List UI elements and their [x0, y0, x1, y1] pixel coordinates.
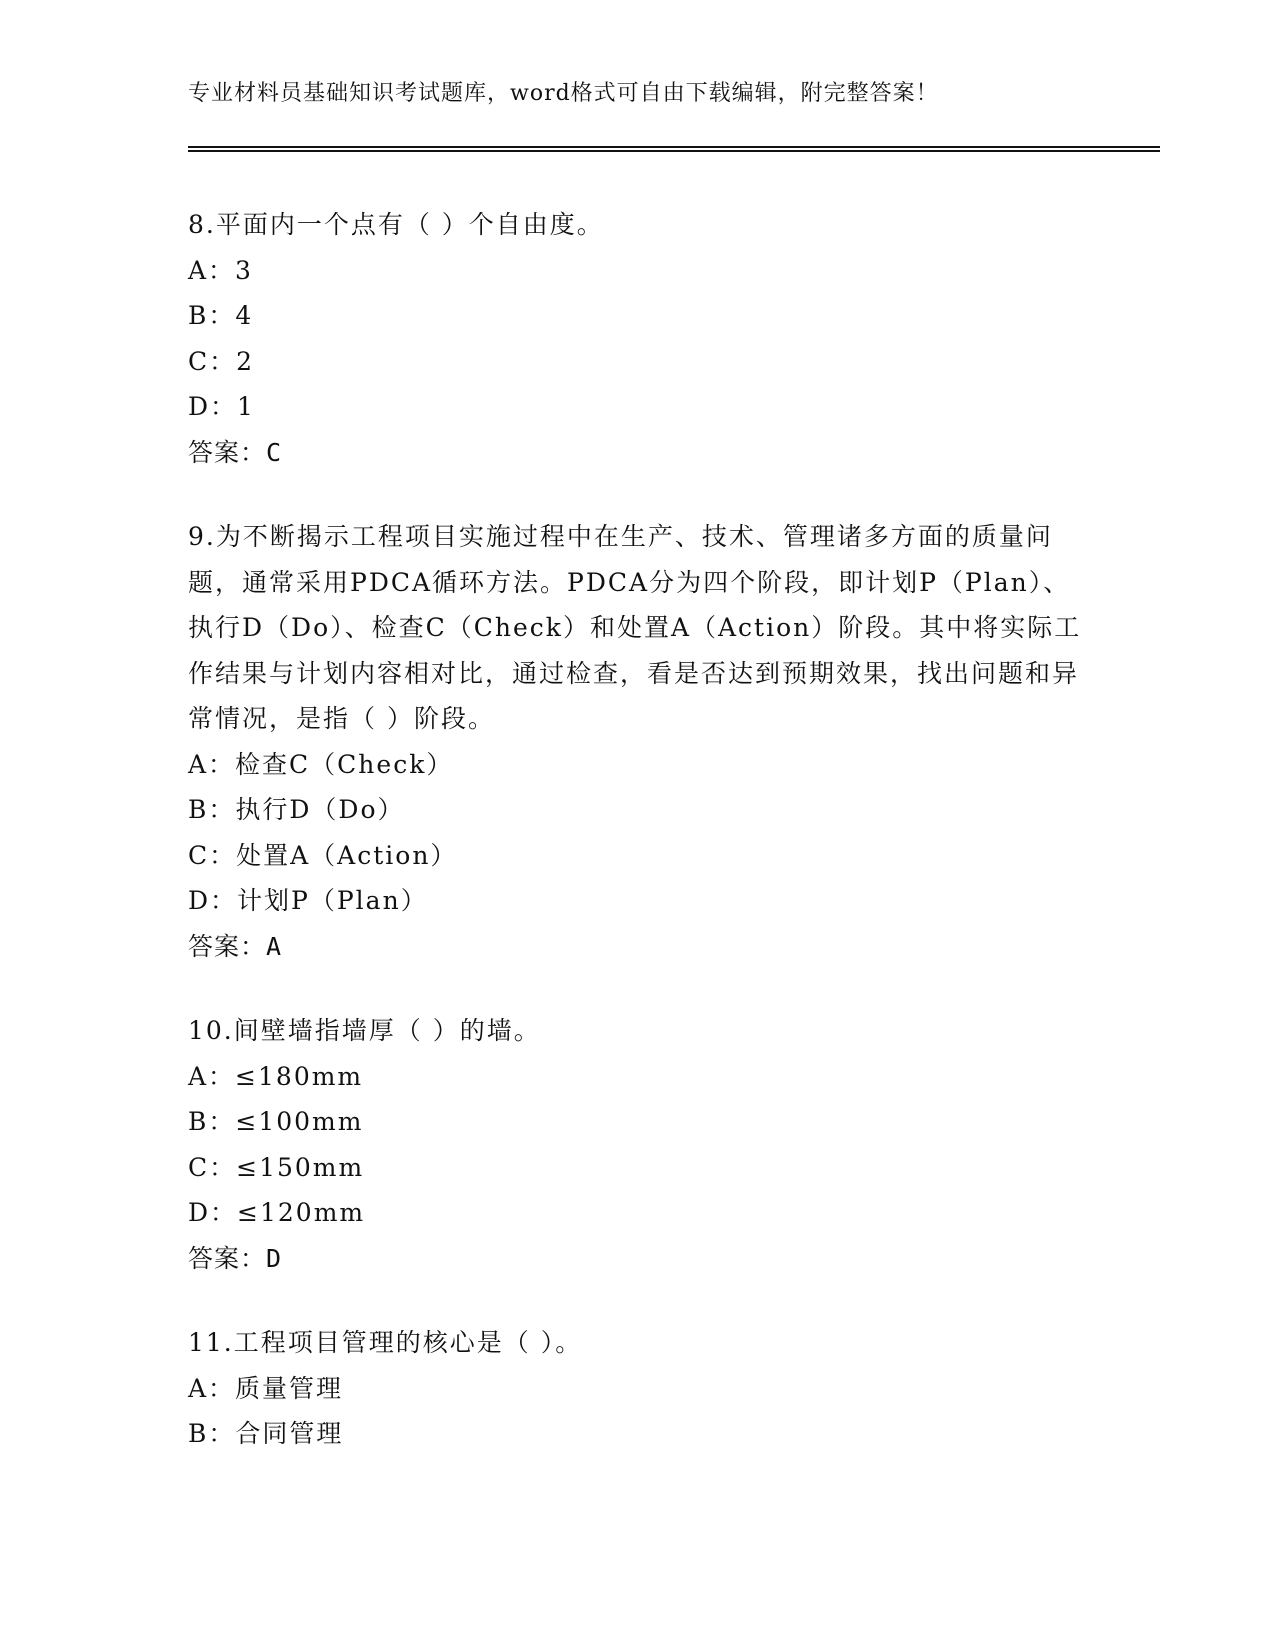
- question-stem: 11.工程项目管理的核心是（ ）。: [188, 1328, 583, 1357]
- question-list: [188, 202, 1088, 1496]
- option-d: D：1: [188, 392, 255, 421]
- option-a: A：检查C（Check）: [188, 749, 454, 779]
- answer-line: 答案：C: [188, 437, 283, 467]
- question-9: [188, 514, 1088, 969]
- question-10: [188, 1008, 1088, 1281]
- answer-line: 答案：D: [188, 1243, 283, 1273]
- option-c: C：2: [188, 346, 255, 376]
- question-11: [188, 1320, 1088, 1457]
- option-b: B：≤100mm: [188, 1107, 364, 1136]
- option-b: B：合同管理: [188, 1419, 344, 1448]
- option-c: C：≤150mm: [188, 1152, 365, 1182]
- page-header: 专业材料员基础知识考试题库，word格式可自由下载编辑，附完整答案！: [188, 81, 939, 106]
- option-a: A：质量管理: [188, 1373, 344, 1403]
- option-d: D：≤120mm: [188, 1198, 366, 1227]
- question-8: [188, 202, 1088, 475]
- header-divider: [188, 146, 1160, 152]
- option-a: A：≤180mm: [188, 1061, 364, 1091]
- option-b: B：4: [188, 301, 254, 330]
- option-d: D：计划P（Plan）: [188, 886, 428, 915]
- question-stem: 10.间壁墙指墙厚（ ）的墙。: [188, 1016, 541, 1045]
- option-c: C：处置A（Action）: [188, 840, 458, 870]
- question-stem: 8.平面内一个点有（ ）个自由度。: [188, 210, 604, 239]
- answer-line: 答案：A: [188, 931, 283, 961]
- option-a: A：3: [188, 255, 253, 285]
- option-b: B：执行D（Do）: [188, 795, 405, 824]
- question-stem: 9.为不断揭示工程项目实施过程中在生产、技术、管理诸多方面的质量问题，通常采用PDCA循环方法。PDCA分为四个阶段，即计划P（Plan）、执行D（Do）、检查C（Check）和处置A（Action）阶段。其中将实际工作结果与计划内容相对比，通过检查，看是否达到预期效果，找出问题和异常情况，是指（ ）阶段。: [188, 522, 1082, 733]
